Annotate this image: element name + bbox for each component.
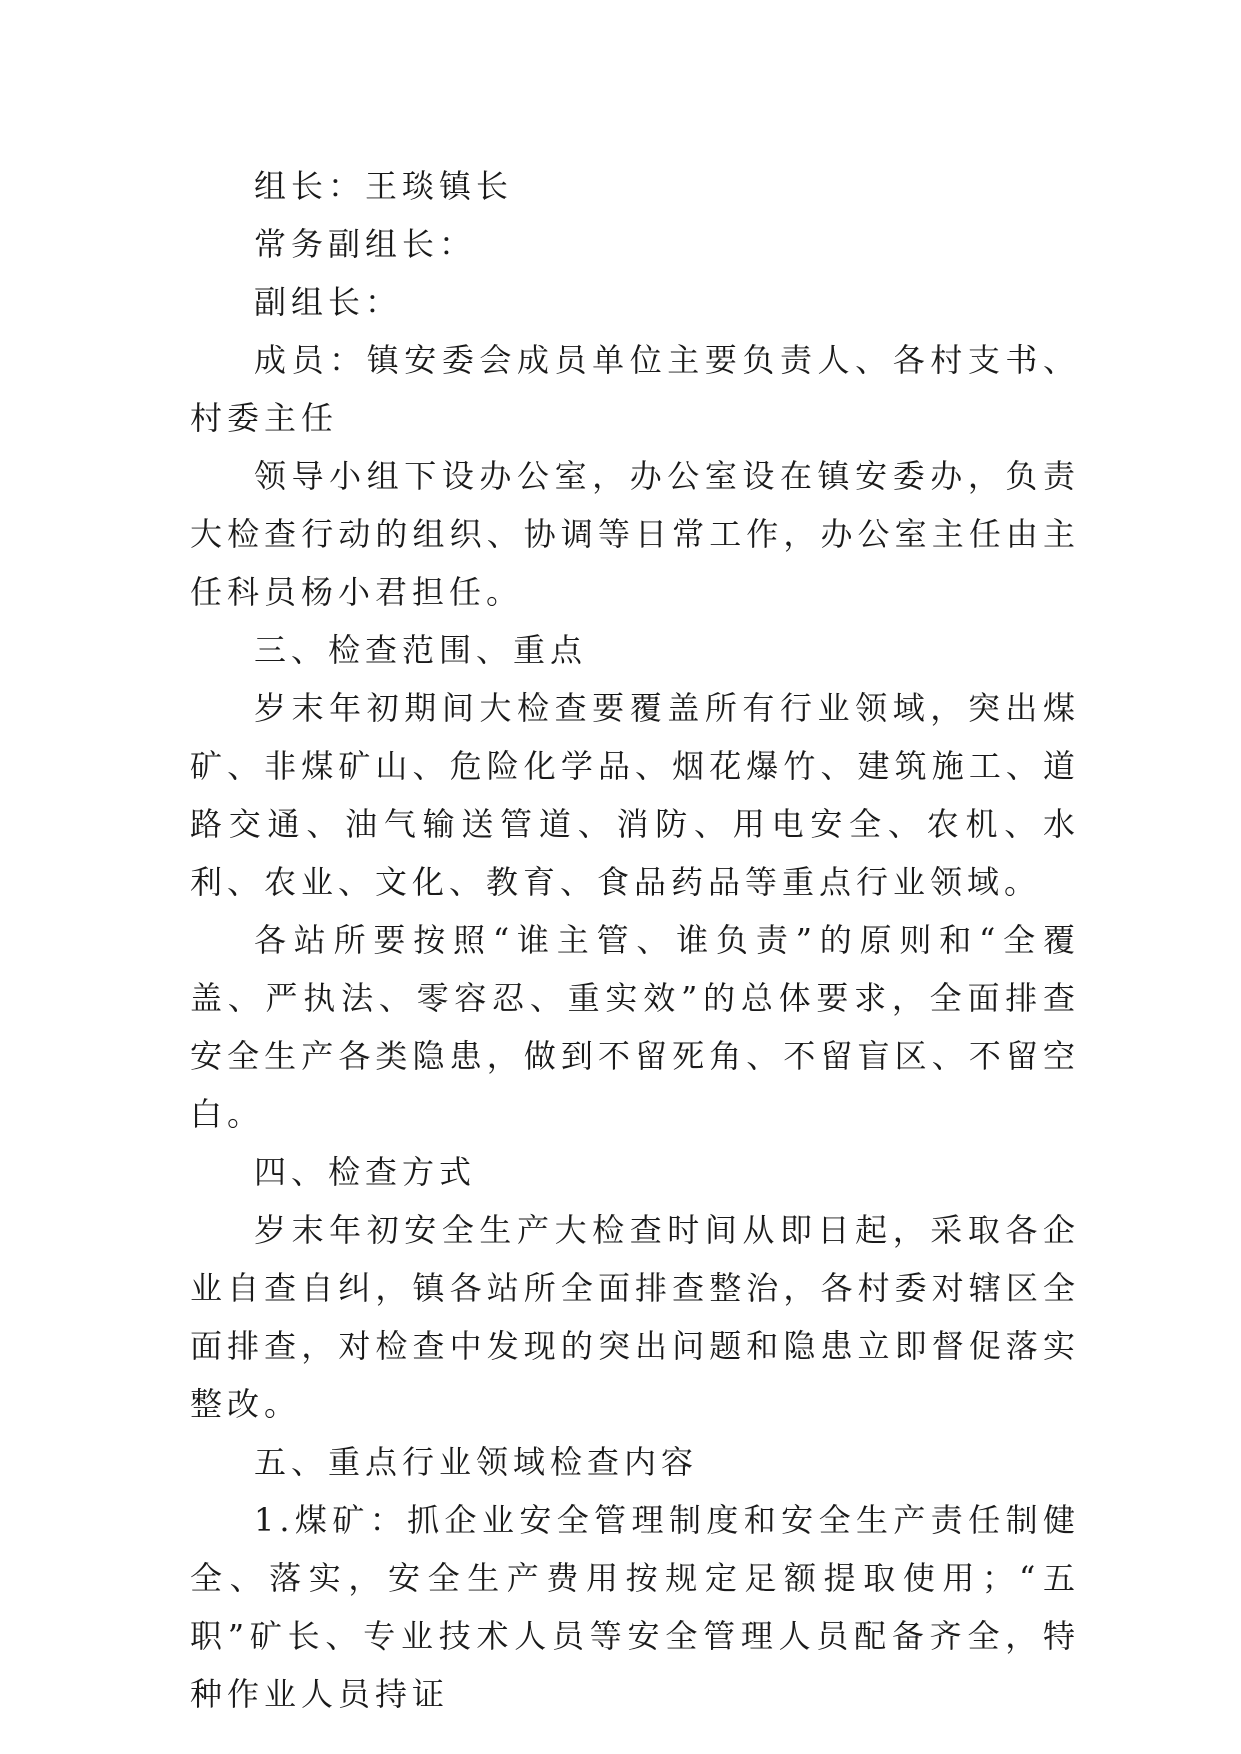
section-heading-scope: 三、检查范围、重点 [254,631,588,669]
paragraph-office: 领导小组下设办公室，办公室设在镇安委办，负责大检查行动的组织、协调等日常工作，办公室主任由主任科员杨小君担任。 [190,457,1080,611]
section-heading-key-industries: 五、重点行业领域检查内容 [254,1443,699,1481]
document-body [190,157,1080,1723]
paragraph-deputy-leader: 副组长： [254,283,403,321]
section-heading-method: 四、检查方式 [254,1153,477,1191]
paragraph-members: 成员：镇安委会成员单位主要负责人、各村支书、村委主任 [190,341,1080,437]
paragraph-team-leader: 组长：王琰镇长 [254,167,514,205]
paragraph-scope: 岁末年初期间大检查要覆盖所有行业领域，突出煤矿、非煤矿山、危险化学品、烟花爆竹、建筑施工、道路交通、油气输送管道、消防、用电安全、农机、水利、农业、文化、教育、食品药品等重点行业领域。 [190,689,1080,901]
paragraph-method: 岁末年初安全生产大检查时间从即日起，采取各企业自查自纠，镇各站所全面排查整治，各村委对辖区全面排查，对检查中发现的突出问题和隐患立即督促落实整改。 [190,1211,1080,1423]
paragraph-coal-mine: 1.煤矿：抓企业安全管理制度和安全生产责任制健全、落实，安全生产费用按规定足额提取使用；“五职”矿长、专业技术人员等安全管理人员配备齐全，特种作业人员持证 [190,1501,1080,1713]
paragraph-requirements: 各站所要按照“谁主管、谁负责”的原则和“全覆盖、严执法、零容忍、重实效”的总体要求，全面排查安全生产各类隐患，做到不留死角、不留盲区、不留空白。 [190,921,1080,1133]
paragraph-executive-deputy-leader: 常务副组长： [254,225,477,263]
